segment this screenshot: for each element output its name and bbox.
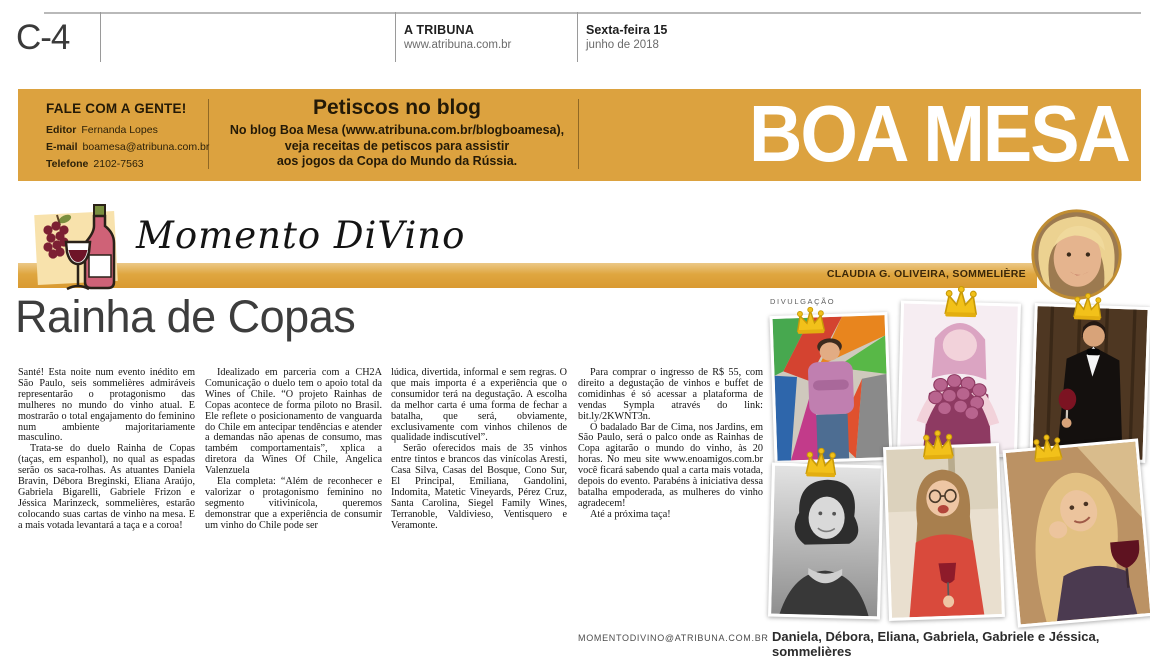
photo-credit: DIVULGAÇÃO bbox=[770, 297, 835, 306]
contact-row-editor bbox=[46, 124, 209, 136]
contact-title: FALE COM A GENTE! bbox=[46, 101, 209, 116]
crown-icon bbox=[791, 306, 830, 336]
paragraph: Trata-se do duelo Rainha de Copas (taças, em espanhol), no qual as espadas serão os saca-rolhas. As atuantes Daniela Bravin, Débora Breginski, Eliana Araújo, Gabriela Bigarelli, Gabriele Frizon e Jéssica Marinzeck, sommelières, estarão colocando suas cartas de vinho na mesa. E a mais votada levantará a taça e a coroa! bbox=[18, 444, 195, 531]
crown-icon bbox=[800, 447, 843, 479]
masthead-rule bbox=[44, 12, 1141, 14]
photo-daniela bbox=[769, 312, 892, 464]
contact-label: Telefone bbox=[46, 158, 88, 170]
photo-collage bbox=[766, 288, 1150, 651]
article-column-2 bbox=[205, 368, 382, 532]
crown-icon bbox=[1068, 292, 1107, 322]
blog-teaser bbox=[213, 96, 581, 170]
section-title: BOA MESA bbox=[749, 87, 1129, 179]
masthead-divider bbox=[577, 12, 578, 62]
article-column-1 bbox=[18, 368, 195, 532]
paragraph: Ela completa: “Além de reconhecer e valorizar o protagonismo feminino no segmento vitivinícola, queremos demonstrar que a experiência de consumir um vinho do Chile pode ser bbox=[205, 477, 382, 532]
edition-date-line2: junho de 2018 bbox=[586, 39, 659, 51]
newspaper-brand: A TRIBUNA bbox=[404, 23, 474, 37]
crown-icon bbox=[1027, 433, 1067, 465]
masthead-divider bbox=[100, 12, 101, 62]
article-headline: Rainha de Copas bbox=[15, 291, 355, 343]
paragraph: Serão oferecidos mais de 35 vinhos entre tintos e brancos das vinícolas Aresti, Casa Silva, Casas del Bosque, Cono Sur, El Principal, Emiliana, Gandolini, Indomita, Matetic Vineyards, Pérez Cruz, Santa Carolina, Siegel Family Wines, Terranoble, Valdivieso, Ventisquero e Veramonte. bbox=[391, 444, 567, 531]
paragraph: O badalado Bar de Cima, nos Jardins, em São Paulo, será o palco onde as Rainhas de Copa agitarão o mundo do vinho, às 20 horas. No meu site www.enoamigos.com.br você ficará sabendo qual a carta mais votada, depois do evento. Parabéns à iniciativa dessa batalha empoderada, as mulheres do vinho agradecem! bbox=[578, 423, 763, 510]
column-logo-title: Momento DiVino bbox=[136, 214, 465, 257]
photo-gabriele bbox=[883, 443, 1005, 621]
blog-teaser-line: veja receitas de petiscos para assistir bbox=[213, 139, 581, 155]
contact-row-email bbox=[46, 141, 209, 153]
edition-date-line1: Sexta-feira 15 bbox=[586, 23, 667, 37]
photo-gabriela bbox=[768, 463, 884, 620]
paragraph: Santé! Esta noite num evento inédito em São Paulo, seis sommelières admiráveis representarão o protagonismo das mulheres no mundo do vinho atual. E mostrarão o total engajamento do feminino num ambiente majoritariamente masculino. bbox=[18, 368, 195, 444]
blog-teaser-title: Petiscos no blog bbox=[213, 96, 581, 120]
banner-divider bbox=[208, 99, 209, 169]
page-number: C-4 bbox=[16, 18, 69, 58]
blog-teaser-line: aos jogos da Copa do Mundo da Rússia. bbox=[213, 154, 581, 170]
article-column-3 bbox=[391, 368, 567, 532]
crown-icon bbox=[939, 285, 984, 319]
paragraph: Até a próxima taça! bbox=[578, 510, 763, 521]
column-email: MOMENTODIVINO@ATRIBUNA.COM.BR bbox=[578, 633, 769, 643]
paragraph: Idealizado em parceria com a CH2A Comunicação o duelo tem o apoio total da Wines of Chile. “O projeto Rainhas de Copas acontece de forma piloto no Brasil. Ele reflete o posicionamento de vanguarda do Chile em antecipar tendências e atender a demandas não apenas de consumo, mas também comportamentais”, xplica a diretora da Wines Of Chile, Angelica Valenzuela bbox=[205, 368, 382, 477]
section-banner bbox=[18, 89, 1141, 181]
photo-jessica bbox=[1003, 438, 1150, 627]
newspaper-website: www.atribuna.com.br bbox=[404, 39, 511, 51]
contact-label: Editor bbox=[46, 124, 76, 136]
contact-value: 2102-7563 bbox=[93, 158, 143, 170]
paragraph: lúdica, divertida, informal e sem regras. O que mais importa é a experiência que o consumidor terá na degustação. A escolha da melhor carta é uma forma de fechar a batalha, que será, obviamente, exclusivamente com vinhos chilenos de qualidade indiscutível”. bbox=[391, 368, 567, 444]
paragraph: Para comprar o ingresso de R$ 55, com direito a degustação de vinhos e buffet de comidinhas é só acessar a plataforma de vendas Sympla através do link: bit.ly/2KWNT3n. bbox=[578, 368, 763, 423]
photo-caption: Daniela, Débora, Eliana, Gabriela, Gabriele e Jéssica, sommelières bbox=[772, 629, 1150, 659]
wine-logo-icon bbox=[26, 202, 128, 300]
masthead-divider bbox=[395, 12, 396, 62]
contact-row-phone bbox=[46, 158, 209, 170]
contact-block bbox=[46, 101, 209, 175]
blog-teaser-line: No blog Boa Mesa (www.atribuna.com.br/blogboamesa), bbox=[213, 123, 581, 139]
banner-divider bbox=[578, 99, 579, 169]
contact-value: Fernanda Lopes bbox=[81, 124, 157, 136]
contact-value: boamesa@atribuna.com.br bbox=[83, 141, 210, 153]
contact-label: E-mail bbox=[46, 141, 78, 153]
columnist-byline: CLAUDIA G. OLIVEIRA, SOMMELIÈRE bbox=[827, 268, 1026, 280]
crown-icon bbox=[916, 429, 959, 461]
article-column-4 bbox=[578, 368, 763, 521]
